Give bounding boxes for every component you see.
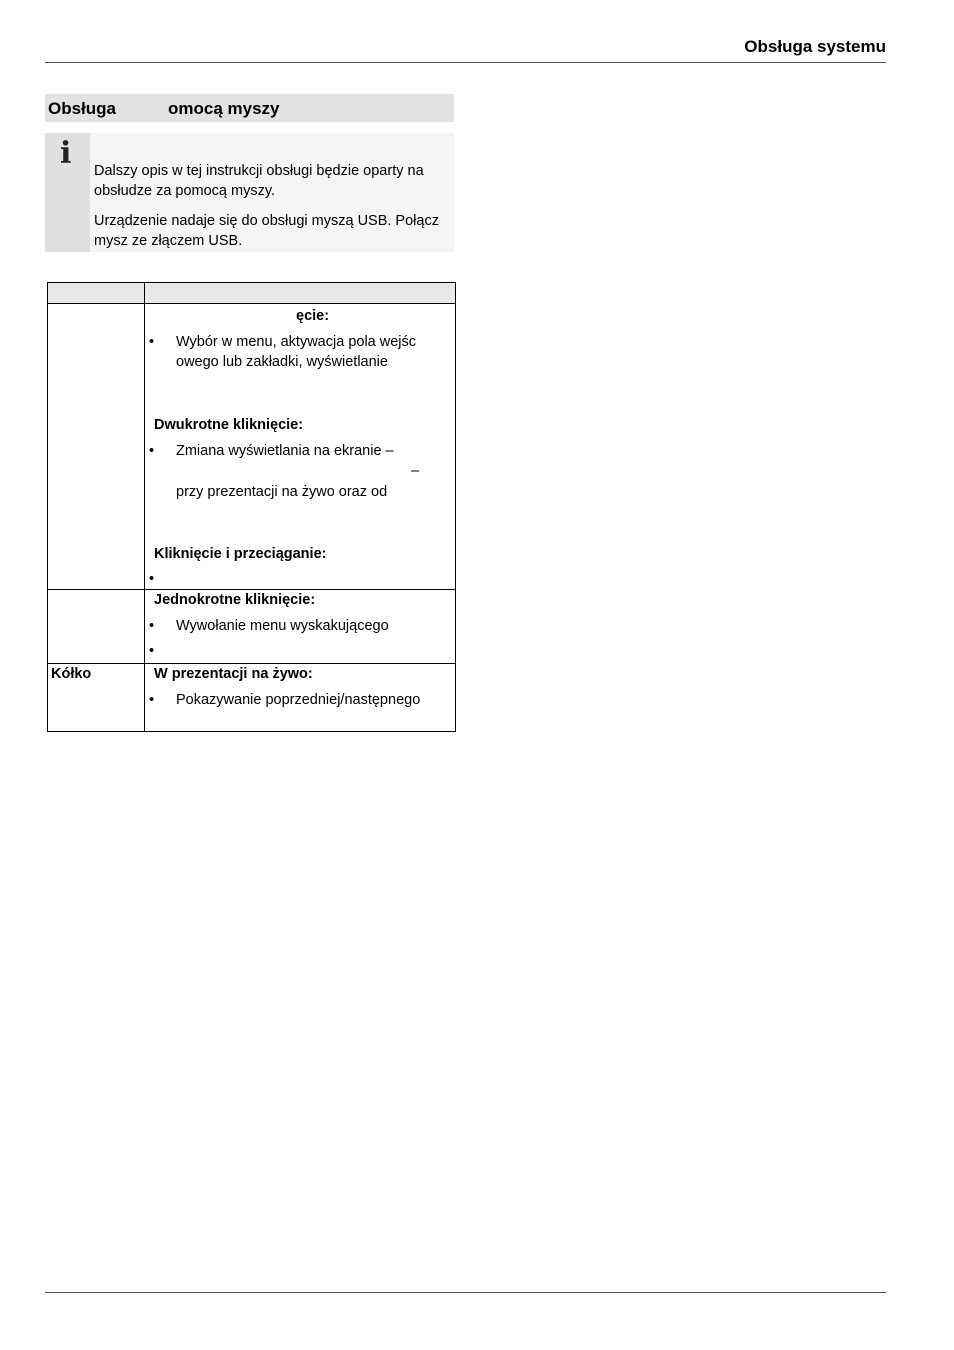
bullet: • [149, 334, 155, 350]
bullet: • [149, 643, 155, 659]
bullet: • [149, 443, 155, 459]
table-header-cell [48, 283, 145, 304]
note-paragraph-2: Urządzenie nadaje się do obsługi myszą USB. Połącz mysz ze złączem USB. [94, 213, 439, 249]
row-description [145, 664, 456, 732]
section-heading-part1: Obsługa [48, 99, 117, 118]
description-item: Zmiana wyświetlania na ekranie – [176, 443, 394, 459]
description-item: Wywołanie menu wyskakującego [176, 618, 389, 634]
section-heading-part2: omocą myszy [168, 99, 280, 118]
table-row [48, 304, 456, 590]
bullet: • [149, 571, 155, 587]
description-item: przy prezentacji na żywo oraz od [176, 484, 388, 500]
table-header-cell [145, 283, 456, 304]
info-icon: i [60, 136, 72, 171]
section-heading [45, 94, 454, 122]
row-label [48, 304, 145, 590]
table-row [48, 590, 456, 664]
mouse-functions-table [47, 282, 456, 732]
description-heading: Dwukrotne kliknięcie: [154, 417, 304, 433]
note-icon-column [45, 133, 90, 252]
row-label: Kółko [48, 664, 145, 732]
description-heading: Jednokrotne kliknięcie: [154, 592, 316, 608]
row-description [145, 590, 456, 664]
description-dash: – [411, 463, 420, 479]
row-description [145, 304, 456, 590]
description-item: Pokazywanie poprzedniej/następnego [176, 692, 421, 708]
description-heading: Kliknięcie i przeciąganie: [154, 546, 327, 562]
bullet: • [149, 618, 155, 634]
info-note [45, 133, 454, 252]
description-heading: ęcie: [296, 308, 330, 324]
page-header-title: Obsługa systemu [744, 37, 886, 56]
bullet: • [149, 692, 155, 708]
header-divider [45, 62, 886, 63]
footer-divider [45, 1292, 886, 1293]
note-paragraph-1: Dalszy opis w tej instrukcji obsługi będzie oparty na obsłudze za pomocą myszy. [94, 163, 424, 199]
description-heading: W prezentacji na żywo: [154, 666, 313, 682]
table-header-row [48, 283, 456, 304]
row-label [48, 590, 145, 664]
description-item: Wybór w menu, aktywacja pola wejśc owego lub zakładki, wyświetlanie [176, 334, 417, 370]
table-row [48, 664, 456, 732]
